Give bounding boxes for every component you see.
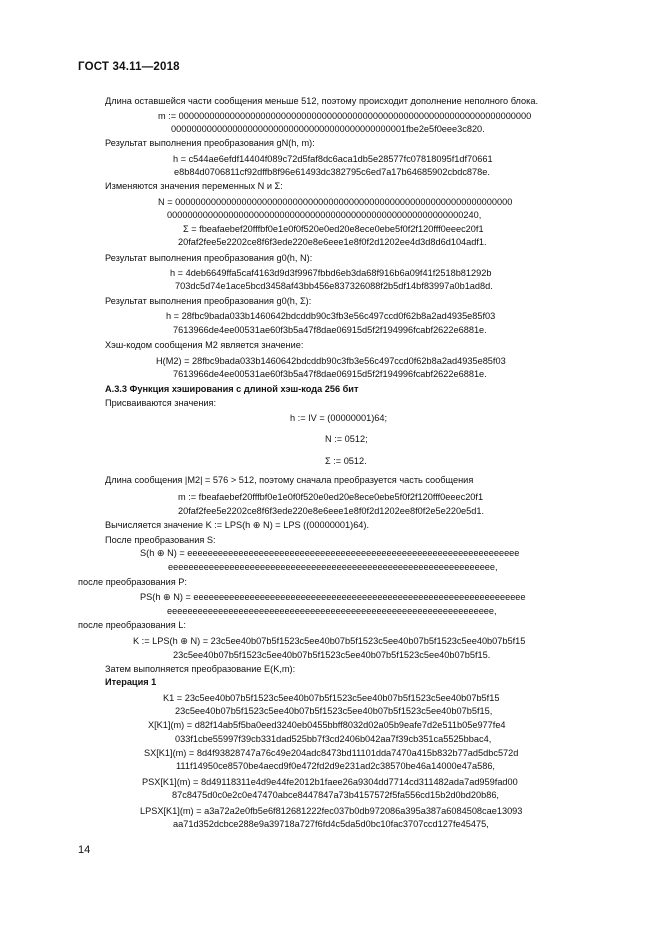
text-line: Длина оставшейся части сообщения меньше 512, поэтому происходит дополнение неполного блока. bbox=[105, 96, 539, 106]
text-line: после преобразования L: bbox=[78, 620, 186, 630]
text-line: Результат выполнения преобразования g0(h, N): bbox=[105, 253, 313, 263]
text-line: eeeeeeeeeeeeeeeeeeeeeeeeeeeeeeeeeeeeeeeeeeeeeeeeeeeeeeeeeeeeeeee, bbox=[168, 562, 498, 572]
text-line: Хэш-кодом сообщения M2 является значение: bbox=[105, 340, 304, 350]
text-line: h = c544ae6efdf14404f089c72d5faf8dc6aca1db5e28577fc07818095f1df70661 bbox=[173, 154, 493, 164]
text-line: Σ = fbeafaebef20fffbf0e1e0f0f520e0ed20e8ece0ebe5f0f2f120fff0eeec20f1 bbox=[183, 224, 484, 234]
text-line: 23c5ee40b07b5f1523c5ee40b07b5f1523c5ee40b07b5f1523c5ee40b07b5f15. bbox=[173, 650, 491, 660]
text-line: 7613966de4ee00531ae60f3b5a47f8dae06915d5f2f194996fcabf2622e6881e. bbox=[173, 325, 487, 335]
text-line: Вычисляется значение K := LPS(h ⊕ N) = LPS ((00000001)64). bbox=[105, 520, 370, 530]
text-line: S(h ⊕ N) = eeeeeeeeeeeeeeeeeeeeeeeeeeeeeeeeeeeeeeeeeeeeeeeeeeeeeeeeeeeeeeeee bbox=[140, 548, 520, 558]
text-line: LPSX[K1](m) = a3a72a2e0fb5e6f812681222fec037b0db972086a395a387a6084508cae13093 bbox=[140, 806, 523, 816]
text-line: 703dc5d74e1ace5bcd3458af43bb456e837326088f2b5df14bf83997a0b1ad8d. bbox=[175, 281, 493, 291]
text-line: Изменяются значения переменных N и Σ: bbox=[105, 181, 283, 191]
page-number: 14 bbox=[78, 844, 91, 856]
text-line: K1 = 23c5ee40b07b5f1523c5ee40b07b5f1523c5ee40b07b5f1523c5ee40b07b5f15 bbox=[163, 693, 500, 703]
text-line: PS(h ⊕ N) = eeeeeeeeeeeeeeeeeeeeeeeeeeeeeeeeeeeeeeeeeeeeeeeeeeeeeeeeeeeeeeeee bbox=[140, 592, 526, 602]
text-line: Σ := 0512. bbox=[325, 456, 367, 466]
text-line: 0000000000000000000000000000000000000000000000000000000000240, bbox=[167, 210, 482, 220]
text-line: после преобразования P: bbox=[78, 577, 187, 587]
text-line: 7613966de4ee00531ae60f3b5a47f8dae06915d5f2f194996fcabf2622e6881e. bbox=[173, 369, 487, 379]
text-line: После преобразования S: bbox=[105, 535, 216, 545]
text-line: SX[K1](m) = 8d4f93828747a76c49e204adc8473bd11101dda7470a415b832b77ad5dbc572d bbox=[144, 748, 519, 758]
text-line: K := LPS(h ⊕ N) = 23c5ee40b07b5f1523c5ee40b07b5f1523c5ee40b07b5f1523c5ee40b07b5f15 bbox=[133, 636, 526, 646]
text-line: h = 28fbc9bada033b1460642bdcddb90c3fb3e56c497ccd0f62b8a2ad4935e85f03 bbox=[166, 311, 496, 321]
text-line: 20faf2fee5e2202ce8f6f3ede220e8e6eee1e8f0f2d1202ee8f0f2e5e220e5d1. bbox=[178, 506, 485, 516]
text-line: 033f1cbe55997f39cb331dad525bb7f3cd2406b042aa7f39cb351ca5525bbac4, bbox=[175, 734, 492, 744]
text-line: Длина сообщения |M2| = 576 > 512, поэтому сначала преобразуется часть сообщения bbox=[105, 475, 474, 485]
text-line: Итерация 1 bbox=[105, 677, 157, 687]
text-line: aa71d352dcbce288e9a39718a727f6fd4c5da5d0bc10fac3707ccd127fe45475, bbox=[173, 819, 489, 829]
text-line: N := 0512; bbox=[325, 434, 368, 444]
text-line: h := IV = (00000001)64; bbox=[290, 413, 388, 423]
text-line: Результат выполнения преобразования g0(h, Σ): bbox=[105, 296, 312, 306]
text-line: N = 000000000000000000000000000000000000000000000000000000000000000000 bbox=[158, 197, 513, 207]
text-line: PSX[K1](m) = 8d49118311e4d9e44fe2012b1faee26a9304dd7714cd311482ada7ad959fad00 bbox=[142, 777, 518, 787]
text-line: А.3.3 Функция хэширования с длиной хэш-кода 256 бит bbox=[105, 384, 359, 394]
text-line: m := fbeafaebef20fffbf0e1e0f0f520e0ed20e8ece0ebe5f0f2f120fff0eeec20f1 bbox=[178, 492, 484, 502]
text-line: 20faf2fee5e2202ce8f6f3ede220e8e6eee1e8f0f2d1202ee4d3d8d6d104adf1. bbox=[178, 237, 487, 247]
text-line: 87c8475d0c0e2c0e47470abce8447847a73b4157572f5fa556cd15b2d0bd20b86, bbox=[172, 790, 499, 800]
text-line: 0000000000000000000000000000000000000000000001fbe2e5f0eee3c820. bbox=[171, 124, 485, 134]
text-line: eeeeeeeeeeeeeeeeeeeeeeeeeeeeeeeeeeeeeeeeeeeeeeeeeeeeeeeeeeeeeeee, bbox=[167, 606, 497, 616]
text-line: 111f14950ce8570be4aecd9f0e472fd2d9e231ad2c38570be46a14000e47a586, bbox=[176, 761, 495, 771]
text-line: 23c5ee40b07b5f1523c5ee40b07b5f1523c5ee40b07b5f1523c5ee40b07b5f15, bbox=[175, 706, 493, 716]
text-line: m := 000000000000000000000000000000000000000000000000000000000000000000000 bbox=[158, 111, 532, 121]
text-line: Результат выполнения преобразования gN(h, m): bbox=[105, 138, 315, 148]
text-line: e8b84d0706811cf92dffb8f96e61493dc382795c6ed7a17b64685902cbdc878e. bbox=[174, 167, 490, 177]
text-line: h = 4deb6649ffa5caf4163d9d3f9967fbbd6eb3da68f916b6a09f41f2518b81292b bbox=[170, 268, 492, 278]
text-line: Присваиваются значения: bbox=[105, 398, 217, 408]
text-line: H(M2) = 28fbc9bada033b1460642bdcddb90c3fb3e56c497ccd0f62b8a2ad4935e85f03 bbox=[156, 356, 506, 366]
document-header: ГОСТ 34.11—2018 bbox=[78, 61, 180, 73]
text-line: X[K1](m) = d82f14ab5f5ba0eed3240eb0455bbff8032d02a05b9eafe7d2e511b05e977fe4 bbox=[148, 720, 506, 730]
text-line: Затем выполняется преобразование E(K,m): bbox=[105, 664, 296, 674]
